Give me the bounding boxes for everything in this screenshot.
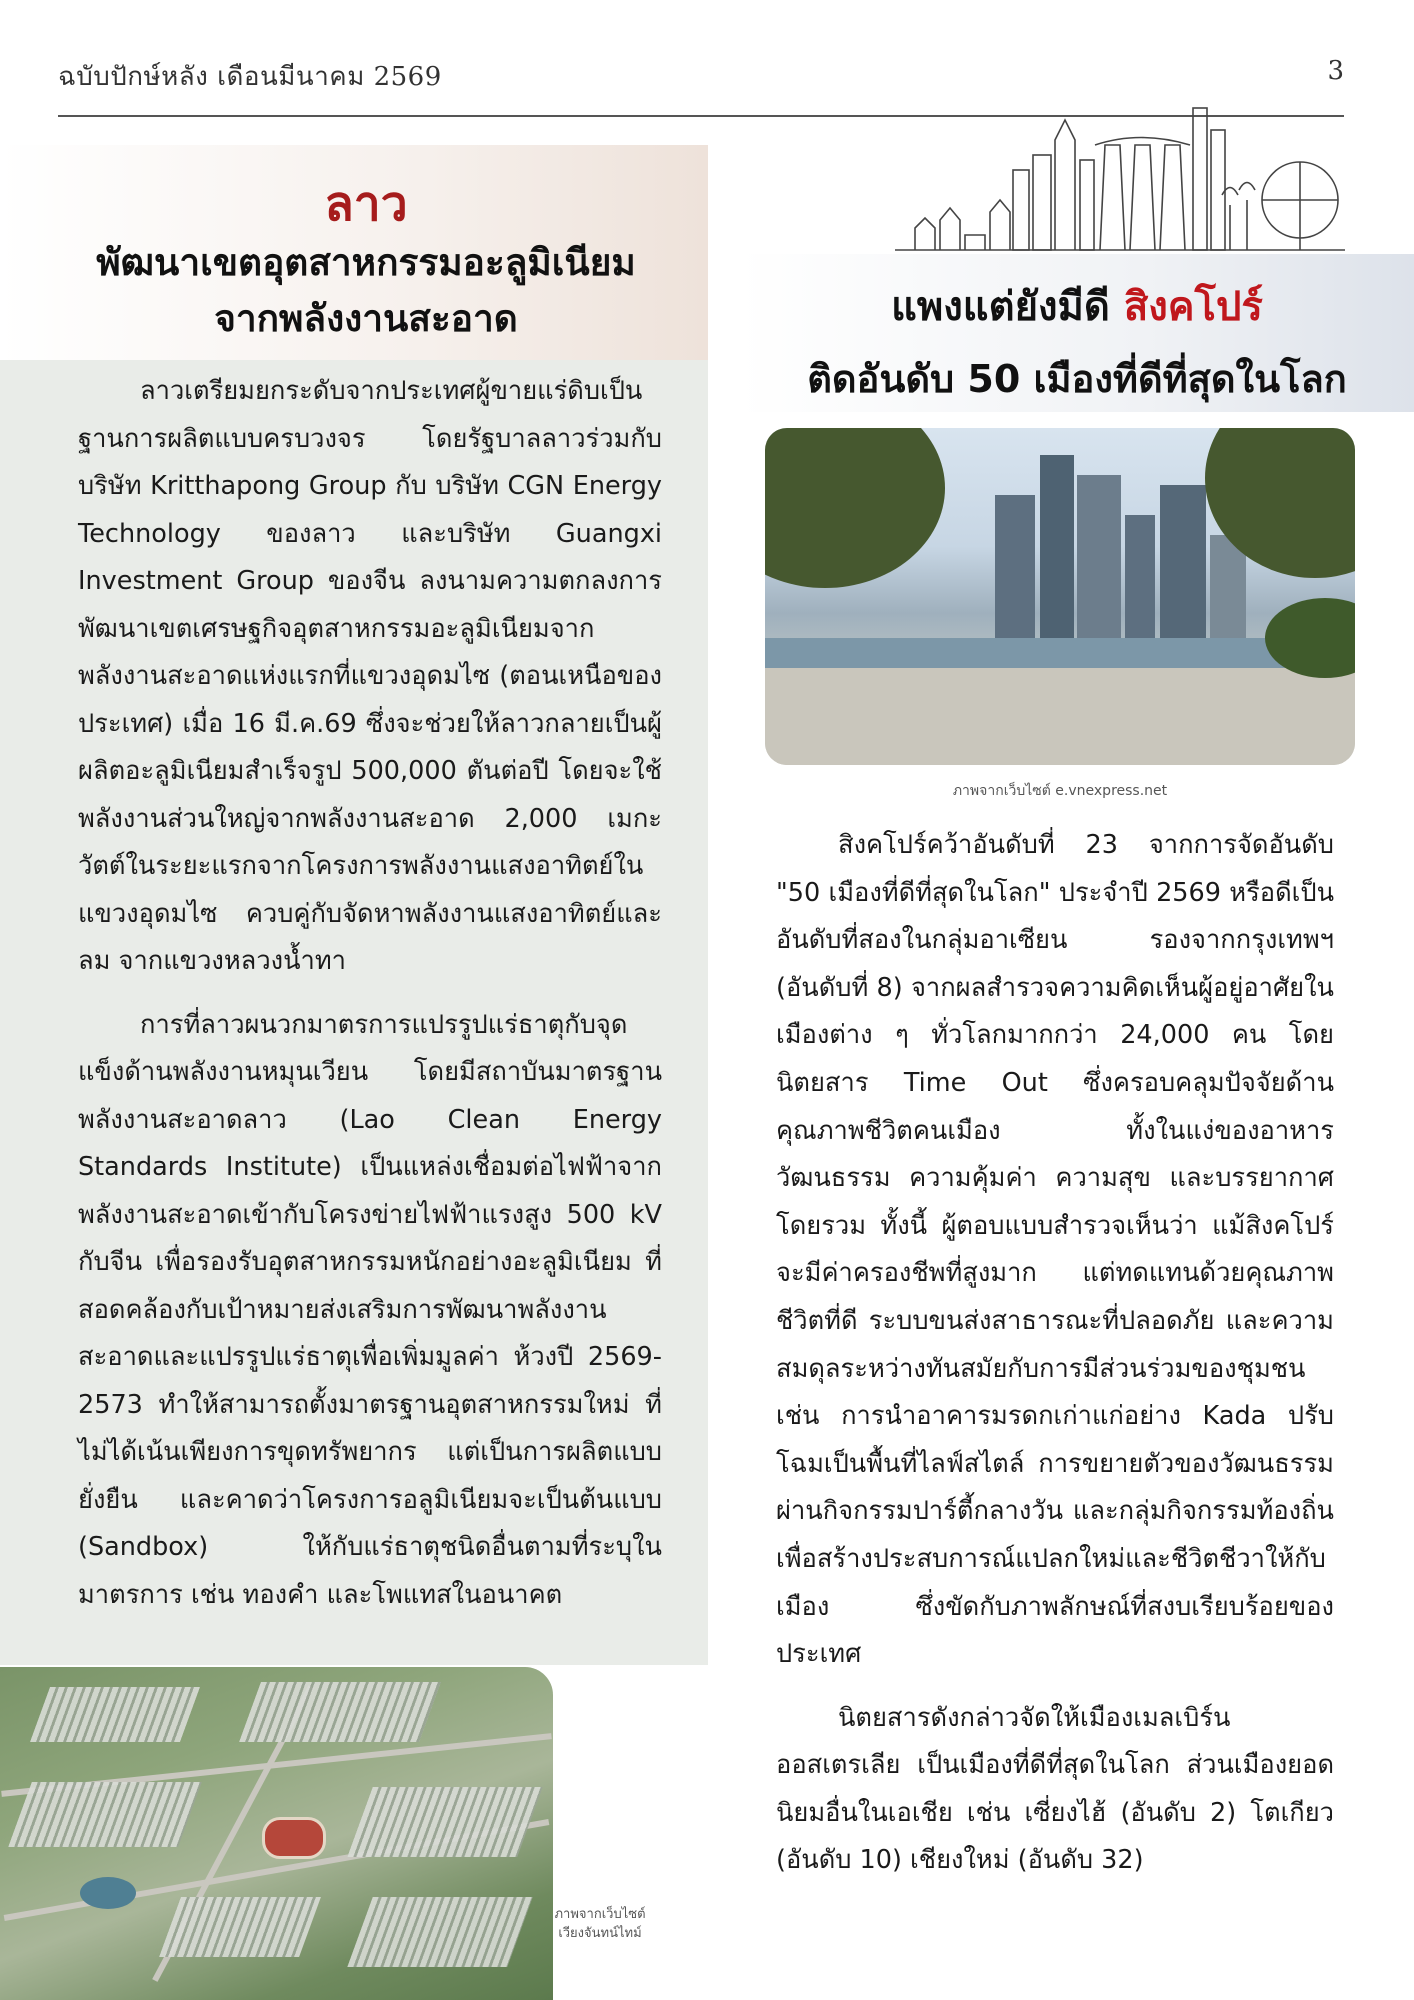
aerial-caption-line-1: ภาพจากเว็บไซต์ (554, 1907, 646, 1922)
right-article-body (776, 822, 1334, 1901)
right-title-prefix: แพงแต่ยังมีดี (891, 284, 1124, 330)
aerial-caption-line-2: เวียงจันทน์ไทม์ (558, 1926, 642, 1941)
page-header (58, 56, 1344, 96)
right-article-title-line-1 (740, 274, 1414, 338)
issue-title: ฉบับปักษ์หลัง เดือนมีนาคม 2569 (58, 62, 442, 92)
industrial-park-aerial-image (0, 1667, 553, 2000)
singapore-skyline-illustration (895, 100, 1345, 258)
right-title-highlight: สิงคโปร์ (1123, 284, 1263, 330)
right-paragraph-1: สิงคโปร์คว้าอันดับที่ 23 จากการจัดอันดับ "50 เมืองที่ดีที่สุดในโลก" ประจำปี 2569 หรือดีเป็นอันดับที่สองในกลุ่มอาเซียน รองจากกรุงเทพฯ (อันดับที่ 8) จากผลสำรวจความคิดเห็นผู้อยู่อาศัยในเมืองต่าง ๆ ทั่วโลกมากกว่า 24,000 คน โดยนิตยสาร Time Out ซึ่งครอบคลุมปัจจัยด้านคุณภาพชีวิตคนเมือง ทั้งในแง่ของอาหาร วัฒนธรรม ความคุ้มค่า ความสุข และบรรยากาศโดยรวม ทั้งนี้ ผู้ตอบแบบสำรวจเห็นว่า แม้สิงคโปร์จะมีค่าครองชีพที่สูงมาก แต่ทดแทนด้วยคุณภาพชีวิตที่ดี ระบบขนส่งสาธารณะที่ปลอดภัย และความสมดุลระหว่างทันสมัยกับการมีส่วนร่วมของชุมชน เช่น การนำอาคารมรดกเก่าแก่อย่าง Kada ปรับโฉมเป็นพื้นที่ไลฟ์สไตล์ การขยายตัวของวัฒนธรรมผ่านกิจกรรมปาร์ตี้กลางวัน และกลุ่มกิจกรรมท้องถิ่น เพื่อสร้างประสบการณ์แปลกใหม่และชีวิตชีวาให้กับเมือง ซึ่งขัดกับภาพลักษณ์ที่สงบเรียบร้อยของประเทศ (776, 830, 1334, 1670)
singapore-waterfront-photo (765, 428, 1355, 765)
page-number: 3 (1327, 56, 1344, 86)
photo-caption: ภาพจากเว็บไซต์ e.vnexpress.net (952, 783, 1168, 799)
left-subtitle-line-1: พัฒนาเขตอุตสาหกรรมอะลูมิเนียม (96, 241, 636, 284)
aerial-image-caption (520, 1905, 680, 1943)
left-subtitle-line-2: จากพลังงานสะอาด (214, 297, 518, 340)
right-article-title-line-2: ติดอันดับ 50 เมืองที่ดีที่สุดในโลก (807, 357, 1347, 401)
right-paragraph-2: นิตยสารดังกล่าวจัดให้เมืองเมลเบิร์น ออสเตรเลีย เป็นเมืองที่ดีที่สุดในโลก ส่วนเมืองยอดนิยมอื่นในเอเชีย เช่น เซี่ยงไฮ้ (อันดับ 2) โตเกียว (อันดับ 10) เชียงใหม่ (อันดับ 32) (776, 1702, 1334, 1876)
left-article-title: ลาว (324, 176, 408, 232)
left-article-subtitle (0, 235, 732, 347)
left-article-body (78, 368, 662, 1635)
left-paragraph-1: ลาวเตรียมยกระดับจากประเทศผู้ขายแร่ดิบเป็นฐานการผลิตแบบครบวงจร โดยรัฐบาลลาวร่วมกับบริษัท Kritthapong Group กับ บริษัท CGN Energy Technology ของลาว และบริษัท Guangxi Investment Group ของจีน ลงนามความตกลงการพัฒนาเขตเศรษฐกิจอุตสาหกรรมอะลูมิเนียมจากพลังงานสะอาดแห่งแรกที่แขวงอุดมไซ (ตอนเหนือของประเทศ) เมื่อ 16 มี.ค.69 ซึ่งจะช่วยให้ลาวกลายเป็นผู้ผลิตอะลูมิเนียมสำเร็จรูป 500,000 ตันต่อปี โดยจะใช้พลังงานส่วนใหญ่จากพลังงานสะอาด 2,000 เมกะวัตต์ในระยะแรกจากโครงการพลังงานแสงอาทิตย์ในแขวงอุดมไซ ควบคู่กับจัดหาพลังงานแสงอาทิตย์และลม จากแขวงหลวงน้ำทา (78, 376, 662, 976)
left-paragraph-2: การที่ลาวผนวกมาตรการแปรรูปแร่ธาตุกับจุดแข็งด้านพลังงานหมุนเวียน โดยมีสถาบันมาตรฐานพลังงานสะอาดลาว (Lao Clean Energy Standards Institute) เป็นแหล่งเชื่อมต่อไฟฟ้าจากพลังงานสะอาดเข้ากับโครงข่ายไฟฟ้าแรงสูง 500 kV กับจีน เพื่อรองรับอุตสาหกรรมหนักอย่างอะลูมิเนียม ที่สอดคล้องกับเป้าหมายส่งเสริมการพัฒนาพลังงานสะอาดและแปรรูปแร่ธาตุเพื่อเพิ่มมูลค่า ห้วงปี 2569-2573 ทำให้สามารถตั้งมาตรฐานอุตสาหกรรมใหม่ ที่ไม่ได้เน้นเพียงการขุดทรัพยากร แต่เป็นการผลิตแบบยั่งยืน และคาดว่าโครงการอลูมิเนียมจะเป็นต้นแบบ (Sandbox) ให้กับแร่ธาตุชนิดอื่นตามที่ระบุในมาตรการ เช่น ทองคำ และโพแทสในอนาคต (78, 1009, 662, 1610)
